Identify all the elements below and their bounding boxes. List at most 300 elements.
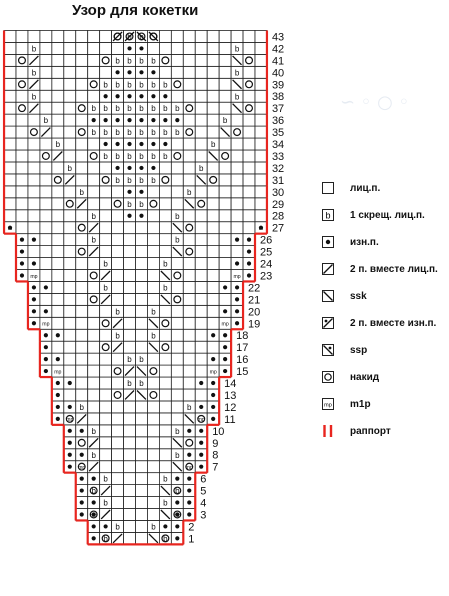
stitch-cell xyxy=(4,114,16,126)
purl-stitch xyxy=(32,309,36,313)
row-number-label: 4 xyxy=(200,497,207,510)
stitch-cell xyxy=(76,270,88,282)
purl-stitch xyxy=(187,488,191,492)
svg-text:b: b xyxy=(234,92,240,102)
stitch-cell xyxy=(52,341,64,353)
svg-text:b: b xyxy=(91,235,96,245)
stitch-cell xyxy=(88,341,100,353)
purl-stitch xyxy=(20,261,24,265)
legend-label: накид xyxy=(350,371,380,383)
purl-stitch xyxy=(68,453,72,457)
stitch-cell xyxy=(100,389,112,401)
svg-text:mp: mp xyxy=(78,465,86,471)
svg-text:b: b xyxy=(43,116,49,126)
p2tog-symbol-icon xyxy=(322,317,334,329)
stitch-cell xyxy=(243,210,255,222)
stitch-cell xyxy=(219,162,231,174)
stitch-cell xyxy=(219,66,231,78)
stitch-cell xyxy=(219,246,231,258)
stitch-cell xyxy=(147,461,159,473)
purl-stitch xyxy=(32,261,36,265)
svg-text:b: b xyxy=(103,283,108,293)
svg-text:b: b xyxy=(139,104,144,114)
purl-stitch xyxy=(104,94,108,98)
svg-text:b: b xyxy=(175,211,180,221)
stitch-cell xyxy=(4,162,16,174)
row-number-label: 17 xyxy=(236,342,249,355)
stitch-cell xyxy=(207,258,219,270)
svg-text:b: b xyxy=(55,140,61,150)
svg-text:b: b xyxy=(91,486,96,496)
stitch-cell xyxy=(195,102,207,114)
purl-stitch xyxy=(139,190,143,194)
stitch-cell xyxy=(76,114,88,126)
row-number-label: 34 xyxy=(271,139,285,151)
stitch-cell xyxy=(64,150,76,162)
stitch-cell xyxy=(112,293,124,305)
stitch-cell xyxy=(112,198,124,210)
purl-stitch xyxy=(175,524,179,528)
stitch-cell xyxy=(243,31,255,43)
purl-stitch xyxy=(115,70,119,74)
stitch-cell xyxy=(124,461,136,473)
stitch-cell xyxy=(64,234,76,246)
stitch-cell xyxy=(76,66,88,78)
stitch-cell xyxy=(231,150,243,162)
stitch-cell xyxy=(136,305,148,317)
svg-text:b: b xyxy=(31,44,37,54)
purl-stitch xyxy=(104,524,108,528)
stitch-cell xyxy=(76,162,88,174)
purl-stitch xyxy=(44,357,48,361)
purl-stitch xyxy=(127,46,131,50)
stitch-cell xyxy=(171,174,183,186)
stitch-cell xyxy=(76,42,88,54)
stitch-cell xyxy=(183,353,195,365)
stitch-cell xyxy=(64,281,76,293)
stitch-cell xyxy=(40,150,52,162)
purl-stitch xyxy=(80,512,84,516)
stitch-cell xyxy=(136,509,148,521)
b-stitch xyxy=(151,307,156,316)
stitch-cell xyxy=(159,317,171,329)
stitch-cell xyxy=(159,413,171,425)
b-stitch xyxy=(127,104,132,113)
stitch-cell xyxy=(195,234,207,246)
stitch-cell xyxy=(219,186,231,198)
stitch-cell xyxy=(88,162,100,174)
stitch-cell xyxy=(255,54,267,66)
stitch-cell xyxy=(64,66,76,78)
stitch-cell xyxy=(28,126,40,138)
svg-text:b: b xyxy=(151,104,156,114)
svg-text:mp: mp xyxy=(324,402,332,409)
stitch-cell xyxy=(52,210,64,222)
stitch-cell xyxy=(28,150,40,162)
stitch-cell xyxy=(4,150,16,162)
svg-text:b: b xyxy=(127,128,132,138)
purl-stitch xyxy=(20,273,24,277)
stitch-cell xyxy=(171,317,183,329)
purl-stitch xyxy=(127,118,131,122)
svg-text:b: b xyxy=(91,426,96,436)
svg-text:b: b xyxy=(175,486,180,496)
b-stitch xyxy=(151,331,156,340)
stitch-cell xyxy=(136,473,148,485)
stitch-cell xyxy=(136,281,148,293)
purl-stitch xyxy=(235,238,239,242)
stitch-cell xyxy=(28,138,40,150)
stitch-cell xyxy=(76,222,88,234)
stitch-cell xyxy=(207,305,219,317)
svg-text:mp: mp xyxy=(30,273,38,280)
purl-stitch xyxy=(211,417,215,421)
purl-stitch xyxy=(235,297,239,301)
stitch-cell xyxy=(159,401,171,413)
stitch-cell xyxy=(88,90,100,102)
stitch-cell xyxy=(64,222,76,234)
stitch-cell xyxy=(100,162,112,174)
stitch-cell xyxy=(124,437,136,449)
stitch-cell xyxy=(16,66,28,78)
legend-label: лиц.п. xyxy=(350,182,381,194)
purl-stitch xyxy=(223,333,227,337)
purl-stitch xyxy=(80,477,84,481)
stitch-cell xyxy=(64,186,76,198)
stitch-cell xyxy=(64,78,76,90)
stitch-cell xyxy=(16,54,28,66)
stitch-cell xyxy=(231,31,243,43)
purl-stitch xyxy=(68,465,72,469)
svg-text:b: b xyxy=(163,283,168,293)
stitch-cell xyxy=(207,90,219,102)
purl-stitch xyxy=(211,333,215,337)
stitch-cell xyxy=(64,305,76,317)
stitch-cell xyxy=(4,42,16,54)
svg-text:b: b xyxy=(115,331,120,341)
stitch-cell xyxy=(183,174,195,186)
stitch-cell xyxy=(195,353,207,365)
svg-text:b: b xyxy=(31,68,37,78)
purl-stitch xyxy=(199,441,203,445)
svg-text:b: b xyxy=(127,104,132,114)
stitch-cell xyxy=(255,186,267,198)
purl-stitch xyxy=(127,70,131,74)
b-stitch xyxy=(163,152,168,161)
purl-stitch xyxy=(187,512,191,516)
stitch-cell xyxy=(76,102,88,114)
stitch-cell xyxy=(195,66,207,78)
b-stitch xyxy=(187,188,192,197)
stitch-cell xyxy=(147,401,159,413)
svg-text:b: b xyxy=(79,187,84,197)
stitch-cell xyxy=(171,186,183,198)
stitch-cell xyxy=(219,150,231,162)
stitch-cell xyxy=(207,54,219,66)
stitch-cell xyxy=(183,281,195,293)
stitch-cell xyxy=(40,270,52,282)
purl-stitch xyxy=(211,405,215,409)
stitch-cell xyxy=(64,210,76,222)
stitch-cell xyxy=(40,102,52,114)
stitch-cell xyxy=(136,425,148,437)
purl-stitch xyxy=(175,118,179,122)
stitch-cell xyxy=(28,222,40,234)
stitch-cell xyxy=(159,341,171,353)
stitch-cell xyxy=(112,425,124,437)
stitch-cell xyxy=(147,389,159,401)
purl-stitch xyxy=(20,238,24,242)
stitch-cell xyxy=(100,461,112,473)
stitch-cell xyxy=(147,186,159,198)
stitch-cell xyxy=(4,31,16,43)
stitch-cell xyxy=(195,114,207,126)
mp-stitch xyxy=(90,513,97,519)
stitch-cell xyxy=(183,90,195,102)
svg-text:mp: mp xyxy=(54,369,62,376)
stitch-cell xyxy=(207,114,219,126)
stitch-cell xyxy=(76,353,88,365)
stitch-cell xyxy=(88,186,100,198)
stitch-cell xyxy=(183,317,195,329)
stitch-cell xyxy=(28,114,40,126)
svg-text:b: b xyxy=(115,522,120,532)
svg-text:b: b xyxy=(127,152,132,161)
stitch-cell xyxy=(40,66,52,78)
legend-label: изн.п. xyxy=(350,236,379,248)
stitch-cell xyxy=(147,449,159,461)
stitch-cell xyxy=(100,234,112,246)
stitch-cell xyxy=(171,401,183,413)
stitch-cell xyxy=(207,78,219,90)
stitch-cell xyxy=(255,198,267,210)
stitch-cell xyxy=(40,78,52,90)
stitch-cell xyxy=(124,258,136,270)
svg-text:mp: mp xyxy=(185,465,193,471)
stitch-cell xyxy=(183,162,195,174)
purl-stitch xyxy=(56,393,60,397)
stitch-cell xyxy=(183,377,195,389)
stitch-cell xyxy=(159,210,171,222)
purl-stitch xyxy=(32,285,36,289)
purl-stitch xyxy=(56,333,60,337)
stitch-cell xyxy=(52,66,64,78)
stitch-cell xyxy=(28,31,40,43)
stitch-cell xyxy=(112,377,124,389)
purl-stitch xyxy=(56,381,60,385)
stitch-cell xyxy=(64,90,76,102)
purl-stitch xyxy=(163,118,167,122)
purl-stitch xyxy=(247,249,251,253)
stitch-cell xyxy=(159,222,171,234)
stitch-cell xyxy=(16,138,28,150)
b-stitch xyxy=(127,176,132,185)
stitch-cell xyxy=(52,305,64,317)
svg-text:b: b xyxy=(175,450,180,460)
stitch-cell xyxy=(255,150,267,162)
stitch-cell xyxy=(195,78,207,90)
stitch-cell xyxy=(100,174,112,186)
svg-text:b: b xyxy=(67,163,73,173)
purl-stitch xyxy=(92,500,96,504)
stitch-cell xyxy=(100,198,112,210)
svg-text:b: b xyxy=(139,80,144,90)
stitch-cell xyxy=(207,174,219,186)
stitch-cell xyxy=(88,329,100,341)
stitch-cell xyxy=(159,31,171,43)
stitch-cell xyxy=(100,305,112,317)
b-stitch xyxy=(91,104,96,113)
b-stitch xyxy=(91,427,96,436)
legend-label: ssp xyxy=(350,344,368,356)
stitch-cell xyxy=(100,42,112,54)
stitch-cell xyxy=(52,186,64,198)
stitch-cell xyxy=(183,31,195,43)
stitch-cell xyxy=(100,329,112,341)
b-stitch xyxy=(115,128,120,137)
stitch-cell xyxy=(231,210,243,222)
svg-text:b: b xyxy=(139,152,144,161)
stitch-cell xyxy=(28,162,40,174)
stitch-cell xyxy=(64,42,76,54)
stitch-cell xyxy=(52,126,64,138)
stitch-cell xyxy=(183,246,195,258)
row-number-label: 41 xyxy=(271,55,285,68)
legend-label: раппорт xyxy=(350,425,391,437)
stitch-cell xyxy=(124,497,136,509)
b-stitch xyxy=(139,128,144,137)
purl-stitch xyxy=(127,166,131,170)
stitch-cell xyxy=(64,389,76,401)
stitch-cell xyxy=(195,222,207,234)
svg-text:b: b xyxy=(127,175,132,185)
stitch-cell xyxy=(52,90,64,102)
row-number-label: 28 xyxy=(271,210,285,223)
stitch-cell xyxy=(124,222,136,234)
mp-stitch xyxy=(233,274,240,280)
b-stitch xyxy=(103,475,108,484)
stitch-cell xyxy=(207,162,219,174)
stitch-cell xyxy=(207,210,219,222)
stitch-cell xyxy=(159,162,171,174)
stitch-cell xyxy=(64,341,76,353)
stitch-cell xyxy=(183,258,195,270)
b-stitch xyxy=(127,379,132,388)
stitch-cell xyxy=(16,198,28,210)
row-number-label: 25 xyxy=(260,246,273,259)
repeat-marker-icon xyxy=(322,425,334,437)
row-number-label: 24 xyxy=(260,258,273,271)
stitch-cell xyxy=(219,31,231,43)
svg-text:b: b xyxy=(103,152,108,161)
stitch-cell xyxy=(88,78,100,90)
svg-text:b: b xyxy=(151,307,156,317)
stitch-cell xyxy=(88,365,100,377)
stitch-cell xyxy=(147,377,159,389)
row-number-label: 8 xyxy=(212,449,219,462)
stitch-cell xyxy=(124,473,136,485)
stitch-cell xyxy=(147,365,159,377)
purl-stitch xyxy=(32,321,36,325)
stitch-cell xyxy=(231,126,243,138)
b-stitch xyxy=(32,44,37,53)
stitch-cell xyxy=(16,78,28,90)
row-number-label: 33 xyxy=(271,150,285,163)
b-stitch xyxy=(163,475,168,484)
stitch-cell xyxy=(195,365,207,377)
stitch-cell xyxy=(147,42,159,54)
stitch-cell xyxy=(243,102,255,114)
stitch-cell xyxy=(207,234,219,246)
stitch-cell xyxy=(28,210,40,222)
stitch-cell xyxy=(255,31,267,43)
stitch-cell xyxy=(88,353,100,365)
svg-text:b: b xyxy=(127,56,132,66)
svg-text:mp: mp xyxy=(197,417,205,424)
stitch-cell xyxy=(100,246,112,258)
purl-stitch xyxy=(115,166,119,170)
stitch-cell xyxy=(231,198,243,210)
row-number-label: 39 xyxy=(271,79,285,92)
svg-text:b: b xyxy=(127,199,132,209)
stitch-cell xyxy=(243,54,255,66)
row-number-label: 32 xyxy=(271,162,285,175)
b-stitch xyxy=(115,522,120,531)
chart-title: Узор для кокетки xyxy=(72,2,199,19)
purl-stitch xyxy=(235,261,239,265)
b-stitch xyxy=(103,260,108,269)
stitch-cell xyxy=(136,246,148,258)
b-stitch xyxy=(223,116,228,125)
svg-text:b: b xyxy=(139,56,144,66)
stitch-cell xyxy=(243,114,255,126)
svg-text:m: m xyxy=(258,226,264,232)
svg-text:b: b xyxy=(151,331,156,341)
b-stitch xyxy=(199,164,204,173)
stitch-cell xyxy=(40,138,52,150)
mp-stitch xyxy=(78,465,85,471)
b-stitch xyxy=(115,307,120,316)
svg-text:b: b xyxy=(163,128,168,138)
stitch-cell xyxy=(52,222,64,234)
b-stitch xyxy=(44,116,49,125)
stitch-cell xyxy=(88,42,100,54)
row-number-label: 43 xyxy=(271,31,285,44)
svg-text:b: b xyxy=(31,92,37,102)
stitch-cell xyxy=(88,293,100,305)
b-stitch xyxy=(91,212,96,221)
stitch-cell xyxy=(219,78,231,90)
legend-item-ssk xyxy=(322,288,367,304)
purl-stitch xyxy=(20,249,24,253)
stitch-cell xyxy=(40,90,52,102)
stitch-cell xyxy=(124,485,136,497)
purl-stitch xyxy=(199,405,203,409)
stitch-cell xyxy=(100,222,112,234)
stitch-cell xyxy=(159,353,171,365)
purl-stitch xyxy=(235,321,239,325)
svg-text:b: b xyxy=(234,44,240,54)
row-number-label: 36 xyxy=(271,115,285,128)
svg-text:b: b xyxy=(139,379,144,389)
row-number-label: 20 xyxy=(248,306,261,319)
stitch-cell xyxy=(64,353,76,365)
purl-stitch xyxy=(199,381,203,385)
row-number-label: 35 xyxy=(271,127,285,140)
stitch-cell xyxy=(243,174,255,186)
stitch-cell xyxy=(112,401,124,413)
stitch-cell xyxy=(195,198,207,210)
